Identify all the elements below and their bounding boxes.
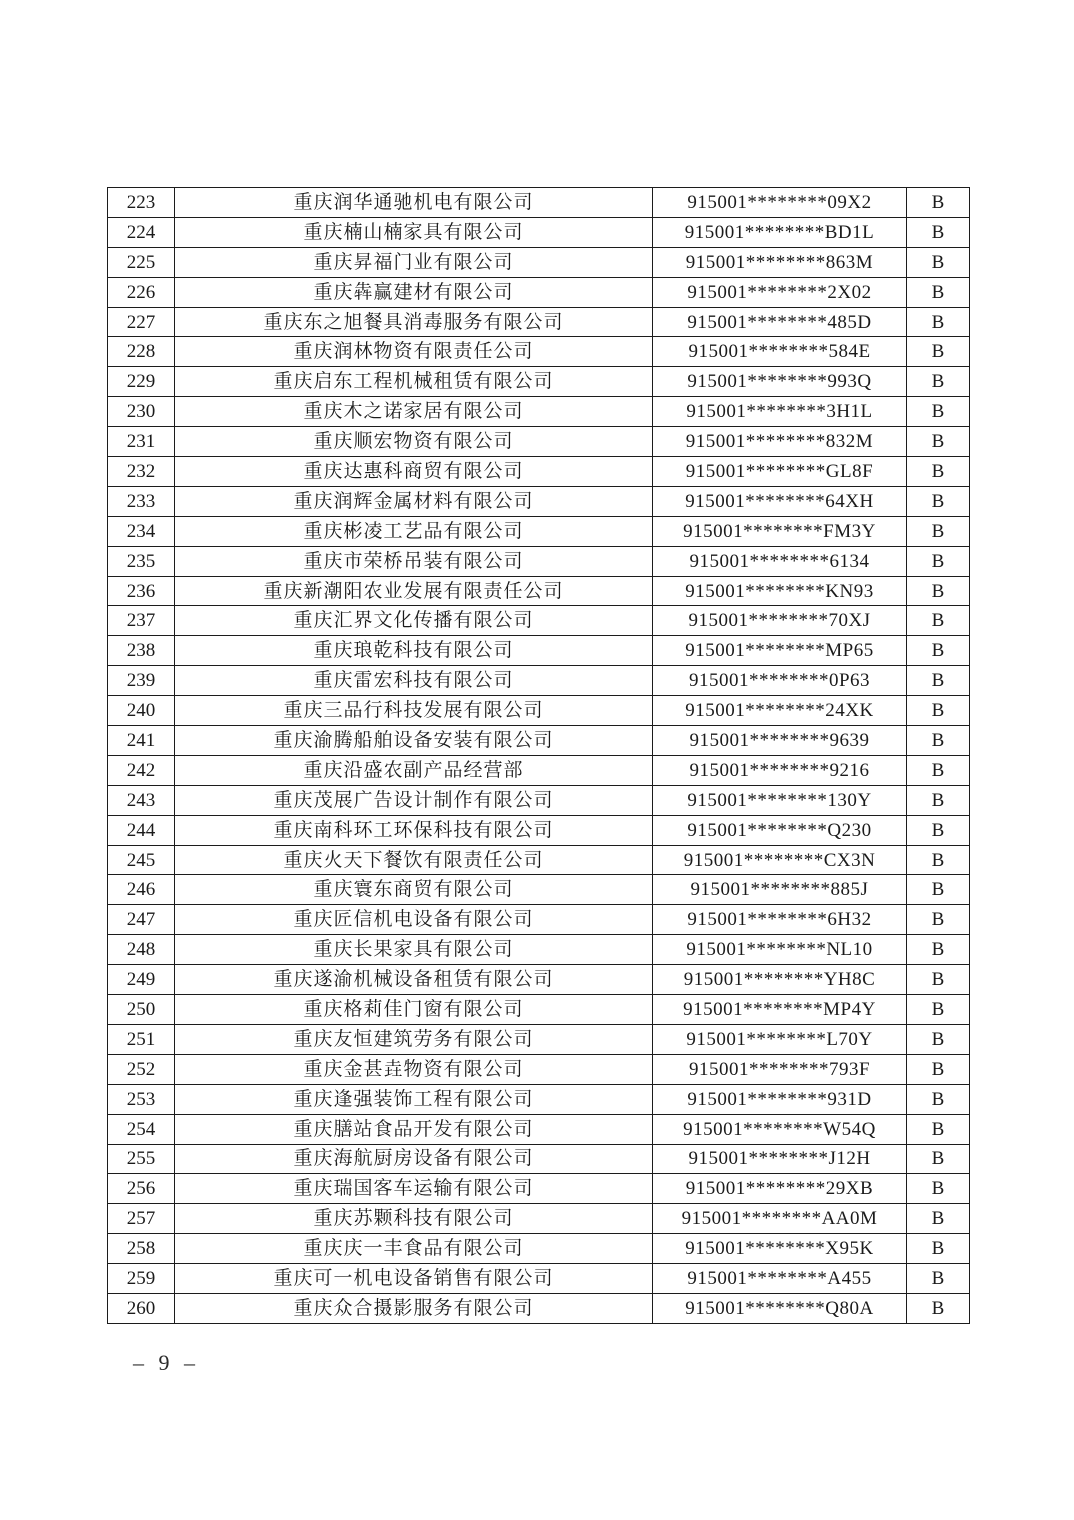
row-number-cell: 240 <box>108 696 175 726</box>
company-name-cell: 重庆犇赢建材有限公司 <box>175 277 653 307</box>
table-row <box>108 188 970 218</box>
row-number-cell: 250 <box>108 995 175 1025</box>
row-number-cell: 248 <box>108 935 175 965</box>
company-name-cell: 重庆楠山楠家具有限公司 <box>175 217 653 247</box>
grade-cell: B <box>907 1264 970 1294</box>
grade-cell: B <box>907 1293 970 1323</box>
row-number-cell: 253 <box>108 1084 175 1114</box>
row-number-cell: 259 <box>108 1264 175 1294</box>
table-row <box>108 1234 970 1264</box>
table-row <box>108 217 970 247</box>
company-name-cell: 重庆木之诺家居有限公司 <box>175 397 653 427</box>
footer-page-number: – 9 – <box>133 1350 195 1375</box>
row-number-cell: 252 <box>108 1054 175 1084</box>
row-number-cell: 233 <box>108 486 175 516</box>
company-name-cell: 重庆可一机电设备销售有限公司 <box>175 1264 653 1294</box>
company-name-cell: 重庆润华通驰机电有限公司 <box>175 188 653 218</box>
credit-code-cell: 915001********3H1L <box>653 397 907 427</box>
row-number-cell: 234 <box>108 516 175 546</box>
credit-code-cell: 915001********GL8F <box>653 457 907 487</box>
grade-cell: B <box>907 696 970 726</box>
company-name-cell: 重庆达惠科商贸有限公司 <box>175 457 653 487</box>
table-row <box>108 1084 970 1114</box>
row-number-cell: 238 <box>108 636 175 666</box>
row-number-cell: 236 <box>108 576 175 606</box>
table-row <box>108 427 970 457</box>
company-name-cell: 重庆三品行科技发展有限公司 <box>175 696 653 726</box>
table-row <box>108 457 970 487</box>
row-number-cell: 235 <box>108 546 175 576</box>
row-number-cell: 258 <box>108 1234 175 1264</box>
credit-code-cell: 915001********L70Y <box>653 1024 907 1054</box>
table-row <box>108 516 970 546</box>
grade-cell: B <box>907 307 970 337</box>
credit-code-cell: 915001********09X2 <box>653 188 907 218</box>
company-table-body <box>108 188 970 1324</box>
grade-cell: B <box>907 1204 970 1234</box>
grade-cell: B <box>907 1234 970 1264</box>
row-number-cell: 226 <box>108 277 175 307</box>
company-name-cell: 重庆彬凌工艺品有限公司 <box>175 516 653 546</box>
row-number-cell: 256 <box>108 1174 175 1204</box>
table-row <box>108 486 970 516</box>
row-number-cell: 225 <box>108 247 175 277</box>
table-row <box>108 307 970 337</box>
credit-code-cell: 915001********9216 <box>653 755 907 785</box>
table-row <box>108 576 970 606</box>
company-name-cell: 重庆金甚垚物资有限公司 <box>175 1054 653 1084</box>
credit-code-cell: 915001********29XB <box>653 1174 907 1204</box>
company-name-cell: 重庆茂展广告设计制作有限公司 <box>175 785 653 815</box>
grade-cell: B <box>907 965 970 995</box>
company-name-cell: 重庆渝腾船舶设备安装有限公司 <box>175 726 653 756</box>
grade-cell: B <box>907 785 970 815</box>
company-name-cell: 重庆寰东商贸有限公司 <box>175 875 653 905</box>
company-name-cell: 重庆火天下餐饮有限责任公司 <box>175 845 653 875</box>
table-row <box>108 815 970 845</box>
credit-code-cell: 915001********A455 <box>653 1264 907 1294</box>
credit-code-cell: 915001********NL10 <box>653 935 907 965</box>
company-name-cell: 重庆匠信机电设备有限公司 <box>175 905 653 935</box>
grade-cell: B <box>907 457 970 487</box>
company-name-cell: 重庆昇福门业有限公司 <box>175 247 653 277</box>
row-number-cell: 249 <box>108 965 175 995</box>
company-name-cell: 重庆汇界文化传播有限公司 <box>175 606 653 636</box>
grade-cell: B <box>907 397 970 427</box>
company-name-cell: 重庆雷宏科技有限公司 <box>175 666 653 696</box>
row-number-cell: 251 <box>108 1024 175 1054</box>
grade-cell: B <box>907 1084 970 1114</box>
credit-code-cell: 915001********Q230 <box>653 815 907 845</box>
grade-cell: B <box>907 277 970 307</box>
company-name-cell: 重庆庆一丰食品有限公司 <box>175 1234 653 1264</box>
table-row <box>108 546 970 576</box>
grade-cell: B <box>907 367 970 397</box>
row-number-cell: 243 <box>108 785 175 815</box>
table-row <box>108 1114 970 1144</box>
grade-cell: B <box>907 815 970 845</box>
row-number-cell: 229 <box>108 367 175 397</box>
grade-cell: B <box>907 1054 970 1084</box>
row-number-cell: 257 <box>108 1204 175 1234</box>
table-row <box>108 666 970 696</box>
row-number-cell: 230 <box>108 397 175 427</box>
table-row <box>108 875 970 905</box>
credit-code-cell: 915001********64XH <box>653 486 907 516</box>
grade-cell: B <box>907 726 970 756</box>
table-row <box>108 726 970 756</box>
table-row <box>108 397 970 427</box>
row-number-cell: 254 <box>108 1114 175 1144</box>
company-name-cell: 重庆市荣桥吊装有限公司 <box>175 546 653 576</box>
credit-code-cell: 915001********MP4Y <box>653 995 907 1025</box>
grade-cell: B <box>907 486 970 516</box>
grade-cell: B <box>907 337 970 367</box>
company-name-cell: 重庆启东工程机械租赁有限公司 <box>175 367 653 397</box>
table-row <box>108 1054 970 1084</box>
row-number-cell: 227 <box>108 307 175 337</box>
company-name-cell: 重庆逢强装饰工程有限公司 <box>175 1084 653 1114</box>
credit-code-cell: 915001********863M <box>653 247 907 277</box>
row-number-cell: 241 <box>108 726 175 756</box>
grade-cell: B <box>907 1144 970 1174</box>
credit-code-cell: 915001********6H32 <box>653 905 907 935</box>
table-row <box>108 277 970 307</box>
credit-code-cell: 915001********6134 <box>653 546 907 576</box>
row-number-cell: 260 <box>108 1293 175 1323</box>
grade-cell: B <box>907 1024 970 1054</box>
row-number-cell: 231 <box>108 427 175 457</box>
row-number-cell: 224 <box>108 217 175 247</box>
company-name-cell: 重庆友恒建筑劳务有限公司 <box>175 1024 653 1054</box>
table-row <box>108 755 970 785</box>
credit-code-cell: 915001********885J <box>653 875 907 905</box>
credit-code-cell: 915001********MP65 <box>653 636 907 666</box>
table-row <box>108 785 970 815</box>
grade-cell: B <box>907 606 970 636</box>
row-number-cell: 247 <box>108 905 175 935</box>
grade-cell: B <box>907 427 970 457</box>
grade-cell: B <box>907 666 970 696</box>
credit-code-cell: 915001********931D <box>653 1084 907 1114</box>
company-name-cell: 重庆格莉佳门窗有限公司 <box>175 995 653 1025</box>
row-number-cell: 232 <box>108 457 175 487</box>
row-number-cell: 244 <box>108 815 175 845</box>
row-number-cell: 242 <box>108 755 175 785</box>
grade-cell: B <box>907 875 970 905</box>
row-number-cell: 239 <box>108 666 175 696</box>
grade-cell: B <box>907 546 970 576</box>
table-row <box>108 247 970 277</box>
company-name-cell: 重庆润辉金属材料有限公司 <box>175 486 653 516</box>
credit-code-cell: 915001********0P63 <box>653 666 907 696</box>
row-number-cell: 237 <box>108 606 175 636</box>
table-row <box>108 905 970 935</box>
table-row <box>108 606 970 636</box>
company-name-cell: 重庆众合摄影服务有限公司 <box>175 1293 653 1323</box>
row-number-cell: 246 <box>108 875 175 905</box>
company-name-cell: 重庆东之旭餐具消毒服务有限公司 <box>175 307 653 337</box>
company-name-cell: 重庆琅乾科技有限公司 <box>175 636 653 666</box>
grade-cell: B <box>907 516 970 546</box>
credit-code-cell: 915001********130Y <box>653 785 907 815</box>
table-row <box>108 1204 970 1234</box>
credit-code-cell: 915001********AA0M <box>653 1204 907 1234</box>
credit-code-cell: 915001********BD1L <box>653 217 907 247</box>
grade-cell: B <box>907 188 970 218</box>
table-row <box>108 636 970 666</box>
credit-code-cell: 915001********584E <box>653 337 907 367</box>
table-row <box>108 1264 970 1294</box>
credit-code-cell: 915001********YH8C <box>653 965 907 995</box>
grade-cell: B <box>907 576 970 606</box>
table-row <box>108 1174 970 1204</box>
credit-code-cell: 915001********CX3N <box>653 845 907 875</box>
table-row <box>108 1024 970 1054</box>
grade-cell: B <box>907 995 970 1025</box>
grade-cell: B <box>907 905 970 935</box>
grade-cell: B <box>907 636 970 666</box>
row-number-cell: 228 <box>108 337 175 367</box>
table-row <box>108 965 970 995</box>
credit-code-cell: 915001********485D <box>653 307 907 337</box>
grade-cell: B <box>907 1114 970 1144</box>
company-name-cell: 重庆沿盛农副产品经营部 <box>175 755 653 785</box>
company-name-cell: 重庆海航厨房设备有限公司 <box>175 1144 653 1174</box>
credit-code-cell: 915001********2X02 <box>653 277 907 307</box>
credit-code-cell: 915001********J12H <box>653 1144 907 1174</box>
credit-code-cell: 915001********W54Q <box>653 1114 907 1144</box>
company-rating-table <box>107 187 970 1324</box>
credit-code-cell: 915001********24XK <box>653 696 907 726</box>
table-row <box>108 337 970 367</box>
credit-code-cell: 915001********X95K <box>653 1234 907 1264</box>
table-row <box>108 995 970 1025</box>
credit-code-cell: 915001********FM3Y <box>653 516 907 546</box>
grade-cell: B <box>907 1174 970 1204</box>
table-row <box>108 367 970 397</box>
credit-code-cell: 915001********793F <box>653 1054 907 1084</box>
grade-cell: B <box>907 845 970 875</box>
grade-cell: B <box>907 217 970 247</box>
company-name-cell: 重庆瑞国客车运输有限公司 <box>175 1174 653 1204</box>
table-row <box>108 696 970 726</box>
table-row <box>108 1293 970 1323</box>
credit-code-cell: 915001********70XJ <box>653 606 907 636</box>
row-number-cell: 245 <box>108 845 175 875</box>
row-number-cell: 223 <box>108 188 175 218</box>
credit-code-cell: 915001********993Q <box>653 367 907 397</box>
credit-code-cell: 915001********832M <box>653 427 907 457</box>
company-name-cell: 重庆苏颗科技有限公司 <box>175 1204 653 1234</box>
grade-cell: B <box>907 247 970 277</box>
company-name-cell: 重庆南科环工环保科技有限公司 <box>175 815 653 845</box>
company-name-cell: 重庆顺宏物资有限公司 <box>175 427 653 457</box>
company-name-cell: 重庆长果家具有限公司 <box>175 935 653 965</box>
grade-cell: B <box>907 935 970 965</box>
credit-code-cell: 915001********KN93 <box>653 576 907 606</box>
company-name-cell: 重庆膳站食品开发有限公司 <box>175 1114 653 1144</box>
row-number-cell: 255 <box>108 1144 175 1174</box>
credit-code-cell: 915001********Q80A <box>653 1293 907 1323</box>
company-name-cell: 重庆遂渝机械设备租赁有限公司 <box>175 965 653 995</box>
table-row <box>108 845 970 875</box>
table-row <box>108 935 970 965</box>
credit-code-cell: 915001********9639 <box>653 726 907 756</box>
table-row <box>108 1144 970 1174</box>
grade-cell: B <box>907 755 970 785</box>
company-name-cell: 重庆润林物资有限责任公司 <box>175 337 653 367</box>
company-name-cell: 重庆新潮阳农业发展有限责任公司 <box>175 576 653 606</box>
